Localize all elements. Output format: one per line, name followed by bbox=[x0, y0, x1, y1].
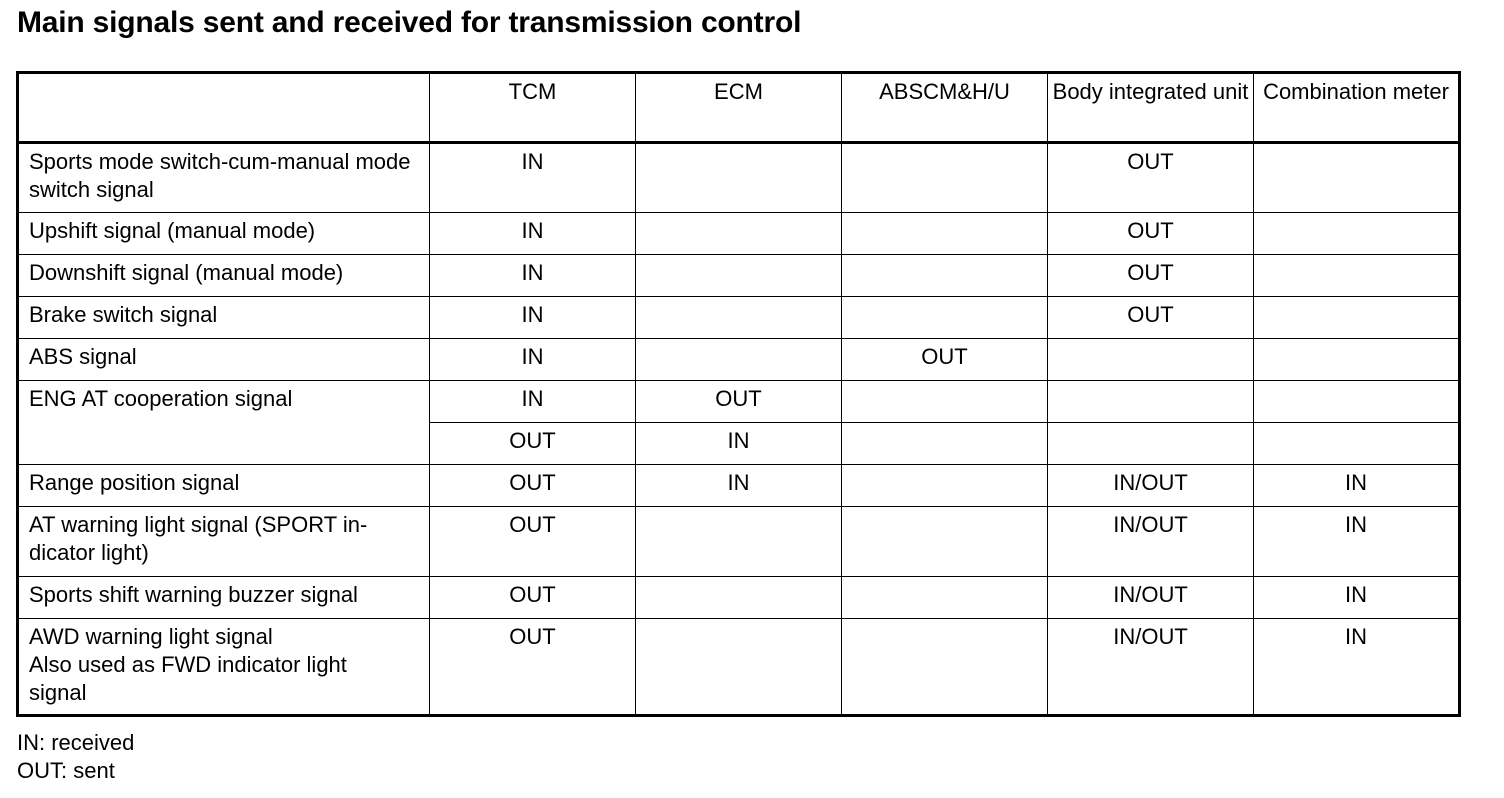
cell-ecm: IN bbox=[636, 465, 842, 507]
cell-abscm bbox=[842, 381, 1048, 423]
cell-combination-meter bbox=[1254, 143, 1460, 213]
cell-combination-meter bbox=[1254, 423, 1460, 465]
cell-tcm: IN bbox=[430, 143, 636, 213]
table-row bbox=[18, 381, 1460, 423]
table-row bbox=[18, 465, 1460, 507]
cell-body-unit: IN/OUT bbox=[1048, 577, 1254, 619]
cell-combination-meter bbox=[1254, 213, 1460, 255]
header-signal bbox=[18, 73, 430, 143]
cell-body-unit: OUT bbox=[1048, 255, 1254, 297]
cell-ecm: IN bbox=[636, 423, 842, 465]
cell-ecm bbox=[636, 143, 842, 213]
cell-combination-meter bbox=[1254, 255, 1460, 297]
signal-name: Brake switch signal bbox=[18, 297, 430, 339]
header-ecm: ECM bbox=[636, 73, 842, 143]
signal-name: AT warning light signal (SPORT in- dicator light) bbox=[18, 507, 430, 577]
cell-combination-meter: IN bbox=[1254, 619, 1460, 716]
cell-body-unit bbox=[1048, 339, 1254, 381]
cell-ecm bbox=[636, 339, 842, 381]
cell-ecm bbox=[636, 255, 842, 297]
signal-name: ABS signal bbox=[18, 339, 430, 381]
cell-abscm bbox=[842, 465, 1048, 507]
cell-body-unit: OUT bbox=[1048, 143, 1254, 213]
cell-combination-meter: IN bbox=[1254, 465, 1460, 507]
cell-combination-meter bbox=[1254, 381, 1460, 423]
table-row bbox=[18, 255, 1460, 297]
signal-name: Sports shift warning buzzer signal bbox=[18, 577, 430, 619]
cell-body-unit bbox=[1048, 423, 1254, 465]
cell-ecm bbox=[636, 297, 842, 339]
cell-tcm: IN bbox=[430, 297, 636, 339]
cell-body-unit bbox=[1048, 381, 1254, 423]
header-abscm: ABSCM&H/U bbox=[842, 73, 1048, 143]
cell-tcm: OUT bbox=[430, 619, 636, 716]
table-row bbox=[18, 143, 1460, 213]
cell-abscm bbox=[842, 255, 1048, 297]
cell-body-unit: IN/OUT bbox=[1048, 465, 1254, 507]
cell-ecm bbox=[636, 507, 842, 577]
header-body-unit: Body integrated unit bbox=[1048, 73, 1254, 143]
table-row bbox=[18, 297, 1460, 339]
table-row bbox=[18, 213, 1460, 255]
table-row bbox=[18, 619, 1460, 716]
cell-ecm bbox=[636, 213, 842, 255]
table-header-row bbox=[18, 73, 1460, 143]
cell-abscm bbox=[842, 297, 1048, 339]
legend-out: OUT: sent bbox=[17, 758, 115, 783]
table-row bbox=[18, 577, 1460, 619]
table-row bbox=[18, 339, 1460, 381]
signal-name: ENG AT cooperation signal bbox=[18, 381, 430, 465]
cell-combination-meter: IN bbox=[1254, 507, 1460, 577]
signals-table bbox=[16, 71, 1461, 717]
cell-abscm bbox=[842, 423, 1048, 465]
signal-name: Upshift signal (manual mode) bbox=[18, 213, 430, 255]
cell-combination-meter: IN bbox=[1254, 577, 1460, 619]
cell-body-unit: OUT bbox=[1048, 297, 1254, 339]
cell-tcm: OUT bbox=[430, 423, 636, 465]
cell-abscm bbox=[842, 213, 1048, 255]
cell-abscm: OUT bbox=[842, 339, 1048, 381]
signal-name: Downshift signal (manual mode) bbox=[18, 255, 430, 297]
cell-tcm: IN bbox=[430, 255, 636, 297]
cell-ecm bbox=[636, 577, 842, 619]
cell-ecm: OUT bbox=[636, 381, 842, 423]
cell-body-unit: OUT bbox=[1048, 213, 1254, 255]
legend bbox=[17, 729, 134, 785]
cell-tcm: IN bbox=[430, 381, 636, 423]
cell-abscm bbox=[842, 619, 1048, 716]
signal-name: AWD warning light signal Also used as FWD indicator light signal bbox=[18, 619, 430, 716]
cell-abscm bbox=[842, 143, 1048, 213]
header-combination-meter: Combination meter bbox=[1254, 73, 1460, 143]
cell-tcm: IN bbox=[430, 213, 636, 255]
cell-body-unit: IN/OUT bbox=[1048, 507, 1254, 577]
cell-body-unit: IN/OUT bbox=[1048, 619, 1254, 716]
cell-combination-meter bbox=[1254, 297, 1460, 339]
legend-in: IN: received bbox=[17, 730, 135, 755]
table-row bbox=[18, 507, 1460, 577]
page-title: Main signals sent and received for transmission control bbox=[17, 6, 802, 39]
cell-abscm bbox=[842, 507, 1048, 577]
cell-tcm: OUT bbox=[430, 465, 636, 507]
cell-combination-meter bbox=[1254, 339, 1460, 381]
cell-abscm bbox=[842, 577, 1048, 619]
cell-ecm bbox=[636, 619, 842, 716]
header-tcm: TCM bbox=[430, 73, 636, 143]
cell-tcm: IN bbox=[430, 339, 636, 381]
cell-tcm: OUT bbox=[430, 577, 636, 619]
cell-tcm: OUT bbox=[430, 507, 636, 577]
signal-name: Sports mode switch-cum-manual mode switch signal bbox=[18, 143, 430, 213]
signal-name: Range position signal bbox=[18, 465, 430, 507]
